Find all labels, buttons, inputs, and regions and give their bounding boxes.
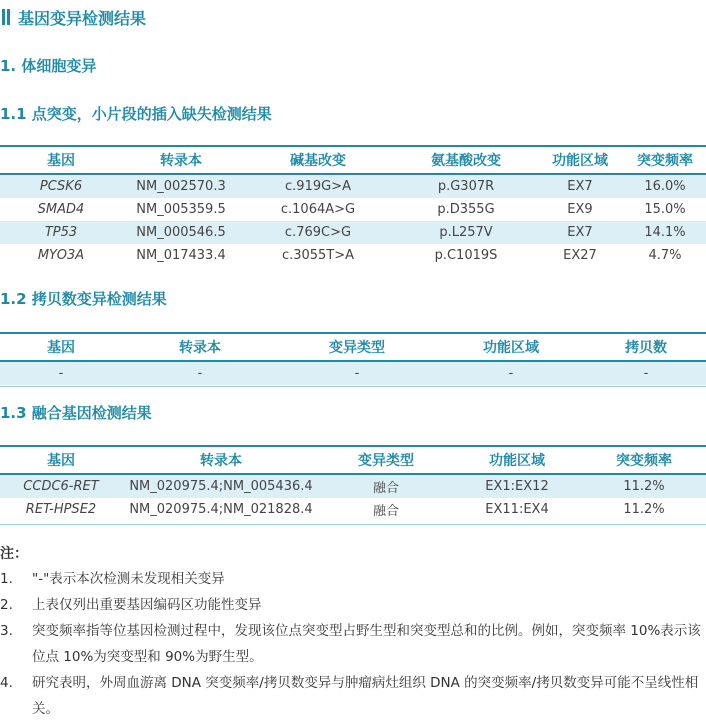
- transcript-cell: -: [122, 361, 278, 385]
- table-header-row: [0, 447, 706, 474]
- gene-cell: -: [0, 361, 122, 385]
- col-header: 突变频率: [624, 147, 706, 174]
- note-text: 突变频率指等位基因检测过程中，发现该位点突变型占野生型和突变型总和的比例。例如，突变频率 10%表示该位点 10%为突变型和 90%为野生型。: [32, 623, 701, 665]
- gene-cell: RET-HPSE2: [0, 498, 122, 521]
- cnv-table: [0, 334, 706, 385]
- note-item: [0, 618, 706, 670]
- col-header: 基因: [0, 447, 122, 474]
- table-row: [0, 174, 706, 198]
- frequency-cell: 16.0%: [624, 174, 706, 198]
- note-number: 3.: [0, 623, 13, 639]
- note-number: 4.: [0, 675, 13, 691]
- base-change-cell: c.919G>A: [240, 174, 396, 198]
- transcript-cell: NM_002570.3: [122, 174, 240, 198]
- frequency-cell: 15.0%: [624, 198, 706, 221]
- table-header-row: [0, 334, 706, 361]
- fusion-table-bottom-rule: [0, 524, 706, 525]
- section13-heading: 1.3 融合基因检测结果: [0, 403, 152, 422]
- col-header: 转录本: [122, 447, 320, 474]
- main-heading: [0, 4, 146, 30]
- region-cell: EX7: [536, 221, 624, 244]
- frequency-cell: 14.1%: [624, 221, 706, 244]
- main-heading-text: 基因变异检测结果: [18, 8, 147, 28]
- variant-type-cell: -: [278, 361, 436, 385]
- region-cell: -: [436, 361, 586, 385]
- region-cell: EX7: [536, 174, 624, 198]
- col-header: 基因: [0, 334, 122, 361]
- col-header: 基因: [0, 147, 122, 174]
- table-row: [0, 198, 706, 221]
- snv-table: [0, 147, 706, 267]
- table-row: [0, 244, 706, 267]
- note-item: [0, 592, 706, 618]
- aa-change-cell: p.D355G: [396, 198, 536, 221]
- region-cell: EX9: [536, 198, 624, 221]
- base-change-cell: c.3055T>A: [240, 244, 396, 267]
- transcript-cell: NM_000546.5: [122, 221, 240, 244]
- region-cell: EX27: [536, 244, 624, 267]
- table-row: [0, 474, 706, 498]
- notes-title: 注：: [0, 546, 28, 562]
- heading-bar-icon: [7, 9, 10, 25]
- col-header: 功能区域: [436, 334, 586, 361]
- col-header: 变异类型: [278, 334, 436, 361]
- gene-cell: PCSK6: [0, 174, 122, 198]
- base-change-cell: c.769C>G: [240, 221, 396, 244]
- frequency-cell: 11.2%: [582, 498, 706, 521]
- section1-heading: 1. 体细胞变异: [0, 56, 97, 75]
- aa-change-cell: p.L257V: [396, 221, 536, 244]
- col-header: 功能区域: [536, 147, 624, 174]
- notes-list: [0, 566, 706, 722]
- table-header-row: [0, 147, 706, 174]
- note-item: [0, 566, 706, 592]
- col-header: 拷贝数: [586, 334, 706, 361]
- col-header: 功能区域: [452, 447, 582, 474]
- section11-heading: 1.1 点突变，小片段的插入缺失检测结果: [0, 104, 272, 123]
- cnv-table-bottom-rule: [0, 386, 706, 387]
- col-header: 突变频率: [582, 447, 706, 474]
- table-row: [0, 221, 706, 244]
- col-header: 转录本: [122, 334, 278, 361]
- heading-bar-icon: [2, 9, 5, 25]
- col-header: 变异类型: [320, 447, 452, 474]
- note-item: [0, 670, 706, 722]
- variant-type-cell: 融合: [320, 474, 452, 498]
- base-change-cell: c.1064A>G: [240, 198, 396, 221]
- table-row: [0, 361, 706, 385]
- note-number: 2.: [0, 597, 13, 613]
- gene-cell: TP53: [0, 221, 122, 244]
- note-text: "-"表示本次检测未发现相关变异: [32, 571, 225, 587]
- note-text: 上表仅列出重要基因编码区功能性变异: [32, 597, 262, 613]
- note-text: 研究表明，外周血游离 DNA 突变频率/拷贝数变异与肿瘤病灶组织 DNA 的突变频率/拷贝数变异可能不呈线性相关。: [32, 675, 699, 717]
- aa-change-cell: p.G307R: [396, 174, 536, 198]
- col-header: 氨基酸改变: [396, 147, 536, 174]
- transcript-cell: NM_020975.4;NM_021828.4: [122, 498, 320, 521]
- section12-heading: 1.2 拷贝数变异检测结果: [0, 289, 167, 308]
- table-row: [0, 498, 706, 521]
- fusion-table: [0, 447, 706, 521]
- transcript-cell: NM_005359.5: [122, 198, 240, 221]
- variant-type-cell: 融合: [320, 498, 452, 521]
- transcript-cell: NM_017433.4: [122, 244, 240, 267]
- col-header: 转录本: [122, 147, 240, 174]
- col-header: 碱基改变: [240, 147, 396, 174]
- region-cell: EX11:EX4: [452, 498, 582, 521]
- copy-number-cell: -: [586, 361, 706, 385]
- frequency-cell: 11.2%: [582, 474, 706, 498]
- region-cell: EX1:EX12: [452, 474, 582, 498]
- aa-change-cell: p.C1019S: [396, 244, 536, 267]
- gene-cell: MYO3A: [0, 244, 122, 267]
- frequency-cell: 4.7%: [624, 244, 706, 267]
- gene-cell: SMAD4: [0, 198, 122, 221]
- note-number: 1.: [0, 571, 13, 587]
- gene-cell: CCDC6-RET: [0, 474, 122, 498]
- transcript-cell: NM_020975.4;NM_005436.4: [122, 474, 320, 498]
